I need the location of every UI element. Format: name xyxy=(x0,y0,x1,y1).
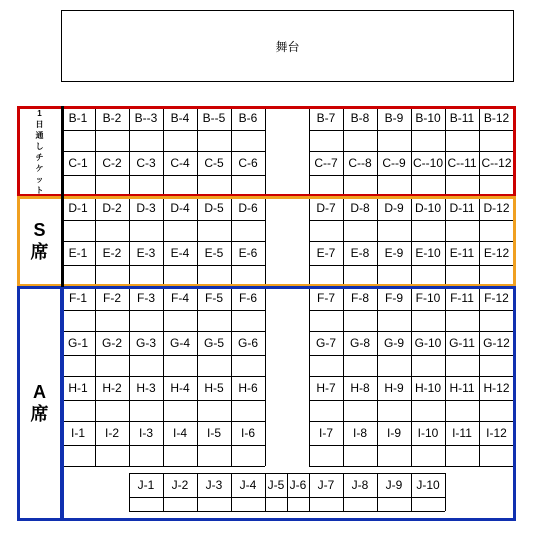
day-pass-label: 1 日 通 し チ ケ ッ ト xyxy=(35,109,44,195)
seat-c-3[interactable]: C-3 xyxy=(136,156,156,170)
seat-j-9[interactable]: J-9 xyxy=(385,478,403,492)
seat-j-5[interactable]: J-5 xyxy=(267,478,285,492)
seat-j-1[interactable]: J-1 xyxy=(137,478,155,492)
seat-b-5[interactable]: B--5 xyxy=(202,111,226,125)
s-seat-zone-label xyxy=(18,197,61,285)
seat-d-11[interactable]: D-11 xyxy=(449,201,475,215)
seat-f-12[interactable]: F-12 xyxy=(484,291,509,305)
seat-i-11[interactable]: I-11 xyxy=(452,426,472,440)
seat-d-1[interactable]: D-1 xyxy=(68,201,88,215)
seat-i-12[interactable]: I-12 xyxy=(486,426,507,440)
seat-c-10[interactable]: C--10 xyxy=(412,156,443,170)
seat-c-2[interactable]: C-2 xyxy=(102,156,122,170)
seat-h-1[interactable]: H-1 xyxy=(68,381,88,395)
seat-f-5[interactable]: F-5 xyxy=(205,291,223,305)
seat-e-12[interactable]: E-12 xyxy=(483,246,510,260)
seat-d-10[interactable]: D-10 xyxy=(414,201,441,215)
seat-c-6[interactable]: C-6 xyxy=(238,156,258,170)
seat-b-3[interactable]: B--3 xyxy=(134,111,158,125)
seat-f-11[interactable]: F-11 xyxy=(450,291,474,305)
seat-g-5[interactable]: G-5 xyxy=(203,336,224,350)
seat-c-4[interactable]: C-4 xyxy=(170,156,190,170)
seat-b-11[interactable]: B-11 xyxy=(449,111,475,125)
seat-g-1[interactable]: G-1 xyxy=(67,336,88,350)
seat-j-6[interactable]: J-6 xyxy=(289,478,307,492)
seat-b-2[interactable]: B-2 xyxy=(102,111,122,125)
seat-f-1[interactable]: F-1 xyxy=(69,291,87,305)
seat-f-3[interactable]: F-3 xyxy=(137,291,155,305)
seat-e-8[interactable]: E-8 xyxy=(350,246,370,260)
seat-d-7[interactable]: D-7 xyxy=(316,201,336,215)
day-pass-zone-outline xyxy=(17,106,516,197)
seat-g-2[interactable]: G-2 xyxy=(101,336,122,350)
seat-i-1[interactable]: I-1 xyxy=(70,426,85,440)
seat-h-12[interactable]: H-12 xyxy=(483,381,510,395)
seat-f-4[interactable]: F-4 xyxy=(171,291,189,305)
seat-b-7[interactable]: B-7 xyxy=(316,111,336,125)
seat-h-4[interactable]: H-4 xyxy=(170,381,190,395)
seat-g-10[interactable]: G-10 xyxy=(414,336,442,350)
a-seat-kanji: 席 xyxy=(30,404,49,424)
seat-d-4[interactable]: D-4 xyxy=(170,201,190,215)
stage-label: 舞台 xyxy=(275,39,300,54)
seat-b-8[interactable]: B-8 xyxy=(350,111,370,125)
a-seat-zone-outline xyxy=(61,286,516,521)
seat-e-7[interactable]: E-7 xyxy=(316,246,336,260)
seat-e-3[interactable]: E-3 xyxy=(136,246,156,260)
seat-d-8[interactable]: D-8 xyxy=(350,201,370,215)
seat-i-6[interactable]: I-6 xyxy=(240,426,255,440)
seat-d-5[interactable]: D-5 xyxy=(204,201,224,215)
seat-f-10[interactable]: F-10 xyxy=(415,291,441,305)
seat-h-11[interactable]: H-11 xyxy=(449,381,475,395)
seat-g-9[interactable]: G-9 xyxy=(383,336,404,350)
seat-j-8[interactable]: J-8 xyxy=(351,478,369,492)
seat-h-2[interactable]: H-2 xyxy=(102,381,122,395)
s-seat-zone-outline xyxy=(17,196,516,287)
seat-e-2[interactable]: E-2 xyxy=(102,246,122,260)
seat-f-8[interactable]: F-8 xyxy=(351,291,369,305)
seat-c-11[interactable]: C--11 xyxy=(447,156,477,170)
seat-h-8[interactable]: H-8 xyxy=(350,381,370,395)
seat-i-9[interactable]: I-9 xyxy=(386,426,401,440)
seat-h-9[interactable]: H-9 xyxy=(384,381,404,395)
seat-b-6[interactable]: B-6 xyxy=(238,111,258,125)
seat-b-10[interactable]: B-10 xyxy=(415,111,441,125)
seat-c-7[interactable]: C--7 xyxy=(314,156,338,170)
seat-h-7[interactable]: H-7 xyxy=(316,381,336,395)
seat-c-5[interactable]: C-5 xyxy=(204,156,224,170)
seat-b-1[interactable]: B-1 xyxy=(68,111,88,125)
seat-f-6[interactable]: F-6 xyxy=(239,291,257,305)
seat-d-3[interactable]: D-3 xyxy=(136,201,156,215)
a-seat-letter: A xyxy=(33,382,46,402)
seat-d-9[interactable]: D-9 xyxy=(384,201,404,215)
seat-i-5[interactable]: I-5 xyxy=(206,426,221,440)
seat-g-11[interactable]: G-11 xyxy=(449,336,475,350)
seat-h-10[interactable]: H-10 xyxy=(414,381,441,395)
seat-g-12[interactable]: G-12 xyxy=(483,336,510,350)
seat-e-9[interactable]: E-9 xyxy=(384,246,404,260)
seat-f-2[interactable]: F-2 xyxy=(103,291,121,305)
seat-h-3[interactable]: H-3 xyxy=(136,381,156,395)
seat-b-9[interactable]: B-9 xyxy=(384,111,404,125)
seat-g-6[interactable]: G-6 xyxy=(237,336,258,350)
seat-f-9[interactable]: F-9 xyxy=(385,291,403,305)
seat-e-1[interactable]: E-1 xyxy=(68,246,88,260)
seat-j-3[interactable]: J-3 xyxy=(205,478,223,492)
seat-e-10[interactable]: E-10 xyxy=(415,246,441,260)
day-pass-zone-label xyxy=(18,108,61,196)
seat-h-6[interactable]: H-6 xyxy=(238,381,258,395)
s-seat-kanji: 席 xyxy=(30,242,49,262)
seat-g-4[interactable]: G-4 xyxy=(169,336,190,350)
stage xyxy=(61,10,514,82)
seat-b-4[interactable]: B-4 xyxy=(170,111,190,125)
seat-i-10[interactable]: I-10 xyxy=(417,426,439,440)
seat-g-3[interactable]: G-3 xyxy=(135,336,156,350)
seat-i-4[interactable]: I-4 xyxy=(172,426,187,440)
seat-c-12[interactable]: C--12 xyxy=(481,156,512,170)
a-seat-zone-label xyxy=(18,287,61,519)
seat-e-11[interactable]: E-11 xyxy=(449,246,475,260)
s-seat-letter: S xyxy=(33,220,46,240)
seat-g-7[interactable]: G-7 xyxy=(315,336,336,350)
seat-i-3[interactable]: I-3 xyxy=(138,426,153,440)
seat-j-10[interactable]: J-10 xyxy=(416,478,440,492)
seat-d-12[interactable]: D-12 xyxy=(483,201,510,215)
seat-f-7[interactable]: F-7 xyxy=(317,291,335,305)
seat-g-8[interactable]: G-8 xyxy=(349,336,370,350)
seat-c-1[interactable]: C-1 xyxy=(68,156,88,170)
seat-i-8[interactable]: I-8 xyxy=(352,426,367,440)
seat-e-5[interactable]: E-5 xyxy=(204,246,224,260)
seat-i-2[interactable]: I-2 xyxy=(104,426,119,440)
seat-b-12[interactable]: B-12 xyxy=(483,111,510,125)
seat-d-6[interactable]: D-6 xyxy=(238,201,258,215)
seat-d-2[interactable]: D-2 xyxy=(102,201,122,215)
seat-j-2[interactable]: J-2 xyxy=(171,478,189,492)
zone-label-separator xyxy=(61,106,64,287)
seat-i-7[interactable]: I-7 xyxy=(318,426,333,440)
seat-j-7[interactable]: J-7 xyxy=(317,478,335,492)
seat-h-5[interactable]: H-5 xyxy=(204,381,224,395)
seat-j-4[interactable]: J-4 xyxy=(239,478,257,492)
seat-e-6[interactable]: E-6 xyxy=(238,246,258,260)
seat-c-9[interactable]: C--9 xyxy=(382,156,406,170)
seat-c-8[interactable]: C--8 xyxy=(348,156,372,170)
seat-e-4[interactable]: E-4 xyxy=(170,246,190,260)
